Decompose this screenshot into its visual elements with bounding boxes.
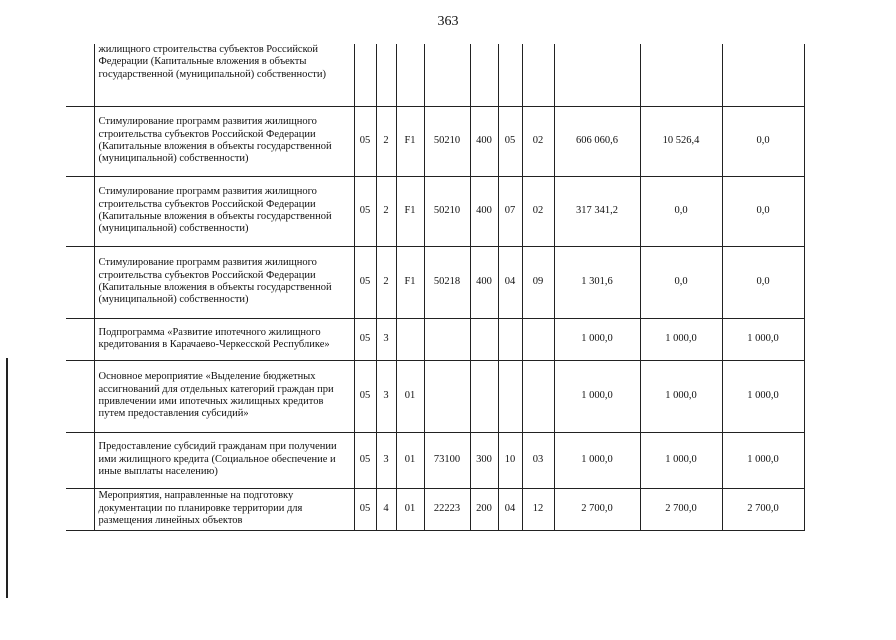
table-row <box>66 246 804 318</box>
code-cell <box>376 44 396 106</box>
amount-cell: 0,0 <box>640 246 722 318</box>
row-number-cell <box>66 488 94 530</box>
code-cell: 05 <box>354 360 376 432</box>
code-cell <box>522 360 554 432</box>
code-cell: 05 <box>354 488 376 530</box>
row-name: жилищного строительства субъектов Российской Федерации (Капитальные вложения в объекты государственной (муниципальной) собственности) <box>94 44 354 106</box>
code-cell <box>424 360 470 432</box>
code-cell: 200 <box>470 488 498 530</box>
code-cell <box>470 360 498 432</box>
row-number-cell <box>66 318 94 360</box>
row-number-cell <box>66 176 94 246</box>
code-cell: 2 <box>376 106 396 176</box>
row-number-cell <box>66 44 94 106</box>
code-cell: 50210 <box>424 106 470 176</box>
code-cell <box>498 318 522 360</box>
amount-cell: 0,0 <box>722 246 804 318</box>
budget-table <box>66 44 805 531</box>
amount-cell <box>722 44 804 106</box>
table-row <box>66 106 804 176</box>
row-number-cell <box>66 246 94 318</box>
code-cell: 50210 <box>424 176 470 246</box>
code-cell: 01 <box>396 432 424 488</box>
code-cell: 07 <box>498 176 522 246</box>
code-cell: 50218 <box>424 246 470 318</box>
row-number-cell <box>66 106 94 176</box>
table-row <box>66 318 804 360</box>
code-cell: 04 <box>498 488 522 530</box>
code-cell: 12 <box>522 488 554 530</box>
code-cell: 05 <box>498 106 522 176</box>
code-cell <box>396 44 424 106</box>
code-cell <box>498 360 522 432</box>
amount-cell: 1 000,0 <box>640 360 722 432</box>
page-number: 363 <box>437 14 459 29</box>
amount-cell: 606 060,6 <box>554 106 640 176</box>
code-cell <box>470 318 498 360</box>
table-row <box>66 488 804 530</box>
code-cell: 02 <box>522 106 554 176</box>
code-cell: 04 <box>498 246 522 318</box>
code-cell: 3 <box>376 360 396 432</box>
code-cell: 400 <box>470 176 498 246</box>
code-cell: 02 <box>522 176 554 246</box>
table-row <box>66 432 804 488</box>
code-cell: 05 <box>354 246 376 318</box>
amount-cell: 1 000,0 <box>722 360 804 432</box>
code-cell: 22223 <box>424 488 470 530</box>
table-row <box>66 360 804 432</box>
code-cell: 2 <box>376 246 396 318</box>
code-cell: F1 <box>396 246 424 318</box>
code-cell <box>424 44 470 106</box>
amount-cell: 1 000,0 <box>722 318 804 360</box>
amount-cell: 0,0 <box>640 176 722 246</box>
code-cell: 01 <box>396 488 424 530</box>
code-cell: F1 <box>396 176 424 246</box>
row-name: Основное мероприятие «Выделение бюджетных ассигнований для отдельных категорий граждан при привлечении ими ипотечных жилищных кредитов путем предоставления субсидий» <box>94 360 354 432</box>
row-name: Стимулирование программ развития жилищного строительства субъектов Российской Федерации (Капитальные вложения в объекты государственной (муниципальной) собственности) <box>94 246 354 318</box>
amount-cell: 10 526,4 <box>640 106 722 176</box>
amount-cell: 2 700,0 <box>554 488 640 530</box>
code-cell: 05 <box>354 318 376 360</box>
code-cell: 05 <box>354 176 376 246</box>
row-name: Мероприятия, направленные на подготовку документации по планировке территории для размещения линейных объектов <box>94 488 354 530</box>
code-cell: 05 <box>354 432 376 488</box>
code-cell <box>424 318 470 360</box>
code-cell <box>522 318 554 360</box>
code-cell: 400 <box>470 246 498 318</box>
amount-cell <box>554 44 640 106</box>
table-row <box>66 176 804 246</box>
code-cell <box>396 318 424 360</box>
code-cell: 05 <box>354 106 376 176</box>
row-name: Подпрограмма «Развитие ипотечного жилищного кредитования в Карачаево-Черкесской Республике» <box>94 318 354 360</box>
row-number-cell <box>66 432 94 488</box>
code-cell: 3 <box>376 318 396 360</box>
code-cell: 01 <box>396 360 424 432</box>
code-cell: 300 <box>470 432 498 488</box>
row-name: Предоставление субсидий гражданам при получении ими жилищного кредита (Социальное обеспечение и иные выплаты населению) <box>94 432 354 488</box>
amount-cell: 1 000,0 <box>554 318 640 360</box>
code-cell: 03 <box>522 432 554 488</box>
code-cell <box>522 44 554 106</box>
code-cell: 10 <box>498 432 522 488</box>
amount-cell: 0,0 <box>722 176 804 246</box>
code-cell: 400 <box>470 106 498 176</box>
amount-cell: 2 700,0 <box>640 488 722 530</box>
code-cell: 73100 <box>424 432 470 488</box>
amount-cell: 1 000,0 <box>722 432 804 488</box>
code-cell: 09 <box>522 246 554 318</box>
scan-margin-line <box>6 358 8 598</box>
code-cell <box>470 44 498 106</box>
code-cell: 2 <box>376 176 396 246</box>
code-cell: F1 <box>396 106 424 176</box>
amount-cell: 1 000,0 <box>640 432 722 488</box>
amount-cell <box>640 44 722 106</box>
amount-cell: 1 301,6 <box>554 246 640 318</box>
code-cell: 3 <box>376 432 396 488</box>
code-cell <box>354 44 376 106</box>
amount-cell: 317 341,2 <box>554 176 640 246</box>
code-cell <box>498 44 522 106</box>
amount-cell: 1 000,0 <box>554 360 640 432</box>
row-name: Стимулирование программ развития жилищного строительства субъектов Российской Федерации (Капитальные вложения в объекты государственной (муниципальной) собственности) <box>94 176 354 246</box>
amount-cell: 2 700,0 <box>722 488 804 530</box>
amount-cell: 0,0 <box>722 106 804 176</box>
row-number-cell <box>66 360 94 432</box>
code-cell: 4 <box>376 488 396 530</box>
amount-cell: 1 000,0 <box>554 432 640 488</box>
row-name: Стимулирование программ развития жилищного строительства субъектов Российской Федерации (Капитальные вложения в объекты государственной (муниципальной) собственности) <box>94 106 354 176</box>
amount-cell: 1 000,0 <box>640 318 722 360</box>
table-row <box>66 44 804 106</box>
